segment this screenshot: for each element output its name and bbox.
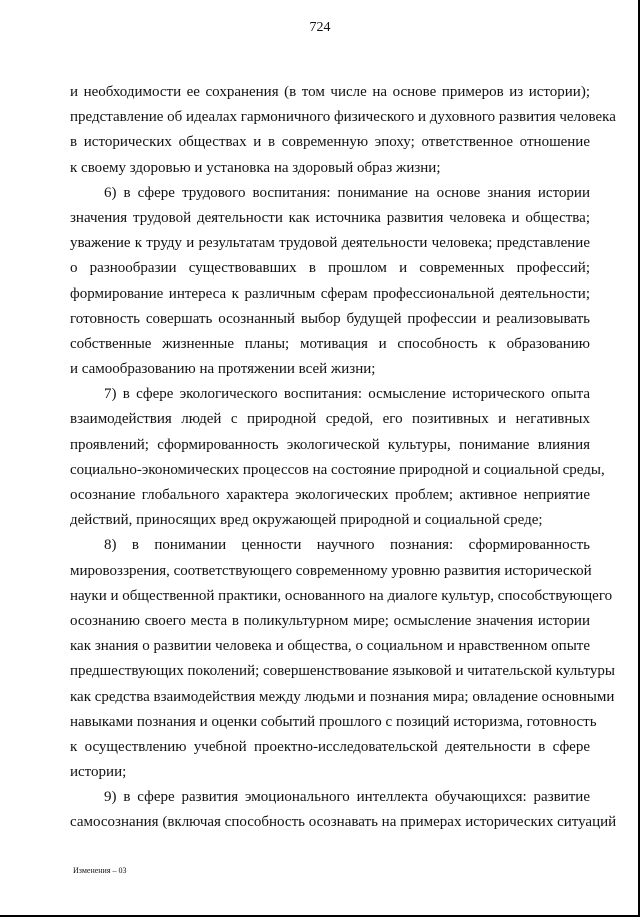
text-line: уважение к труду и результатам трудовой деятельности человека; представление xyxy=(70,235,590,252)
body-text xyxy=(70,80,617,836)
text-line: как средства взаимодействия между людьми и познания мира; овладение основными xyxy=(70,688,615,705)
text-line: мировоззрения, соответствующего современному уровню развития исторической xyxy=(70,562,592,579)
page-number: 724 xyxy=(309,20,331,35)
text-line: как знания о развитии человека и общества, о социальном и нравственном опыте xyxy=(70,638,590,655)
text-line: действий, приносящих вред окружающей природной и социальной среде; xyxy=(70,512,543,529)
text-line: предшествующих поколений; совершенствование языковой и читательской культуры xyxy=(70,663,615,680)
text-line: 7) в сфере экологического воспитания: осмысление исторического опыта xyxy=(104,386,590,403)
text-line: навыками познания и оценки событий прошлого с позиций историзма, готовность xyxy=(70,713,597,730)
text-line: о разнообразии существовавших в прошлом и современных профессий; xyxy=(70,260,590,277)
text-line: собственные жизненные планы; мотивация и способность к образованию xyxy=(70,335,590,352)
text-line: осознанию своего места в поликультурном мире; осмысление значения истории xyxy=(70,612,590,629)
text-line: самосознания (включая способность осознавать на примерах исторических ситуаций xyxy=(70,814,617,831)
text-line: и необходимости ее сохранения (в том числе на основе примеров из истории); xyxy=(70,84,590,100)
text-line: социально-экономических процессов на состояние природной и социальной среды, xyxy=(70,461,605,478)
text-line: 8) в понимании ценности научного познания: сформированность xyxy=(104,537,590,554)
text-line: и самообразованию на протяжении всей жизни; xyxy=(70,361,376,378)
footer-note: Изменения – 03 xyxy=(73,866,127,875)
text-line: готовность совершать осознанный выбор будущей профессии и реализовывать xyxy=(70,310,590,327)
text-line: 9) в сфере развития эмоционального интеллекта обучающихся: развитие xyxy=(104,789,590,806)
text-line: истории; xyxy=(70,764,127,781)
text-line: значения трудовой деятельности как источника развития человека и общества; xyxy=(70,209,590,226)
text-line: взаимодействия людей с природной средой, его позитивных и негативных xyxy=(70,411,590,428)
text-line: в исторических обществах и в современную эпоху; ответственное отношение xyxy=(70,134,590,151)
text-line: науки и общественной практики, основанного на диалоге культур, способствующего xyxy=(70,587,613,604)
text-line: к осуществлению учебной проектно-исследовательской деятельности в сфере xyxy=(70,738,590,755)
text-line: представление об идеалах гармоничного физического и духовного развития человека xyxy=(70,109,616,126)
text-line: формирование интереса к различным сферам профессиональной деятельности; xyxy=(70,285,590,302)
text-line: к своему здоровью и установка на здоровый образ жизни; xyxy=(70,159,441,176)
text-line: осознание глобального характера экологических проблем; активное неприятие xyxy=(70,487,590,503)
text-line: 6) в сфере трудового воспитания: понимание на основе знания истории xyxy=(104,184,590,201)
text-line: проявлений; сформированность экологической культуры, понимание влияния xyxy=(70,436,590,453)
